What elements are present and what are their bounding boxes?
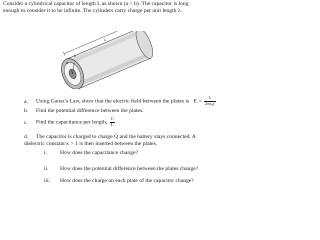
equation-fraction [204,96,216,107]
subquestion-ii-text: How does the potential difference between the plates change? [60,166,199,172]
equation-lhs: E = [193,98,202,105]
cylindrical-capacitor-figure [52,31,164,89]
equation-denominator: 2πε₀r [204,100,215,106]
capacitance-numerator: C [110,116,114,121]
subquestion-ii [44,166,198,173]
subquestion-ii-number: ii. [44,166,49,172]
subquestion-i [44,150,138,157]
question-d-text: The capacitor is charged to charge Q and the battery stays connected. A dielectric constant κ > 1 is then inserted between the plates. [24,134,196,147]
capacitance-denominator: L [110,121,114,127]
subquestion-i-text: How does the capacitance change? [60,150,138,156]
equation-numerator: λ [204,96,216,102]
question-b-text: Find the potential difference between the plates. [36,108,144,114]
problem-intro: Consider a cylindrical capacitor of length L as shown (a < b). The capacitor is long enough to consider it to be infinite. The cylinders carry charge per unit length λ. [3,1,189,14]
label-a: a [66,60,69,65]
question-b [24,108,144,115]
label-L: L [104,37,107,42]
question-a [24,96,216,107]
question-b-number: b. [24,108,29,114]
question-d-number: d. [24,134,29,140]
question-a-text: Using Gauss’s Law, show that the electric field between the plates is [36,98,190,105]
question-a-number: a. [24,98,28,105]
capacitance-fraction [110,117,115,128]
question-a-equation [194,96,216,107]
question-d [24,134,198,148]
question-c-number: c. [24,119,28,126]
subquestion-i-number: i. [44,150,47,156]
subquestion-iii-text: How does the charge on each plate of the capacitor change? [60,178,194,184]
label-b: b [74,53,77,58]
subquestion-iii [44,178,194,185]
subquestion-iii-number: iii. [44,178,51,184]
question-c [24,117,115,128]
question-c-text: Find the capacitance per length, [36,119,108,126]
